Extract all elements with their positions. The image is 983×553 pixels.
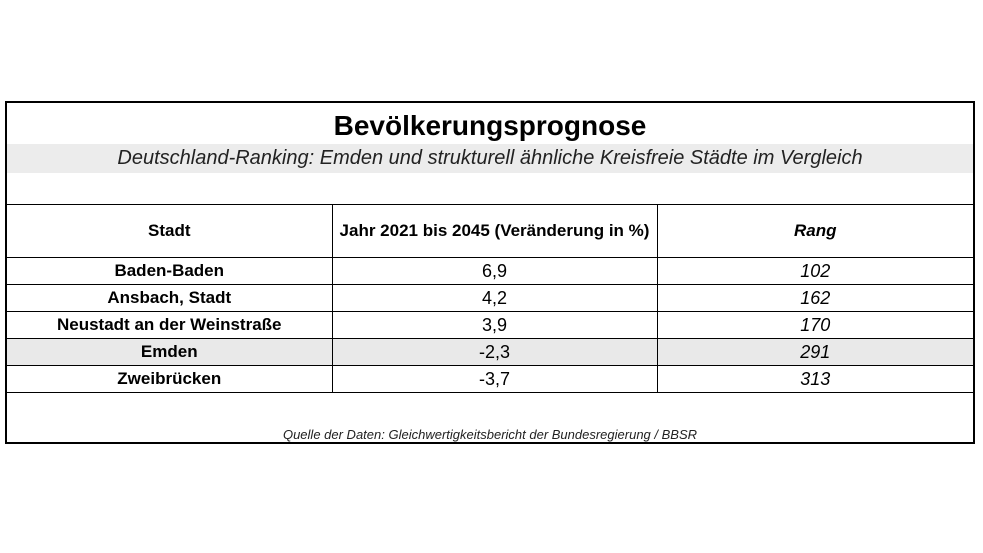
table-row bbox=[7, 312, 973, 339]
ranking-table bbox=[7, 204, 973, 393]
city-cell: Neustadt an der Weinstraße bbox=[7, 312, 332, 339]
table-row bbox=[7, 285, 973, 312]
header-city: Stadt bbox=[7, 205, 332, 258]
rank-cell: 102 bbox=[657, 258, 973, 285]
header-rank: Rang bbox=[657, 205, 973, 258]
city-cell: Ansbach, Stadt bbox=[7, 285, 332, 312]
table-row-highlighted bbox=[7, 339, 973, 366]
header-change: Jahr 2021 bis 2045 (Veränderung in %) bbox=[332, 205, 657, 258]
rank-cell: 313 bbox=[657, 366, 973, 393]
change-cell: 3,9 bbox=[332, 312, 657, 339]
change-cell: 6,9 bbox=[332, 258, 657, 285]
change-cell: 4,2 bbox=[332, 285, 657, 312]
city-cell: Zweibrücken bbox=[7, 366, 332, 393]
city-cell: Baden-Baden bbox=[7, 258, 332, 285]
change-cell: -3,7 bbox=[332, 366, 657, 393]
table-row bbox=[7, 366, 973, 393]
rank-cell: 291 bbox=[657, 339, 973, 366]
change-cell: -2,3 bbox=[332, 339, 657, 366]
city-cell: Emden bbox=[7, 339, 332, 366]
page-subtitle: Deutschland-Ranking: Emden und strukturell ähnliche Kreisfreie Städte im Vergleich bbox=[7, 144, 973, 173]
table-row bbox=[7, 258, 973, 285]
rank-cell: 162 bbox=[657, 285, 973, 312]
rank-cell: 170 bbox=[657, 312, 973, 339]
page-title: Bevölkerungsprognose bbox=[333, 110, 647, 141]
source-note: Quelle der Daten: Gleichwertigkeitsbericht der Bundesregierung / BBSR bbox=[282, 427, 698, 442]
ranking-panel bbox=[5, 101, 975, 444]
table-header-row bbox=[7, 205, 973, 258]
